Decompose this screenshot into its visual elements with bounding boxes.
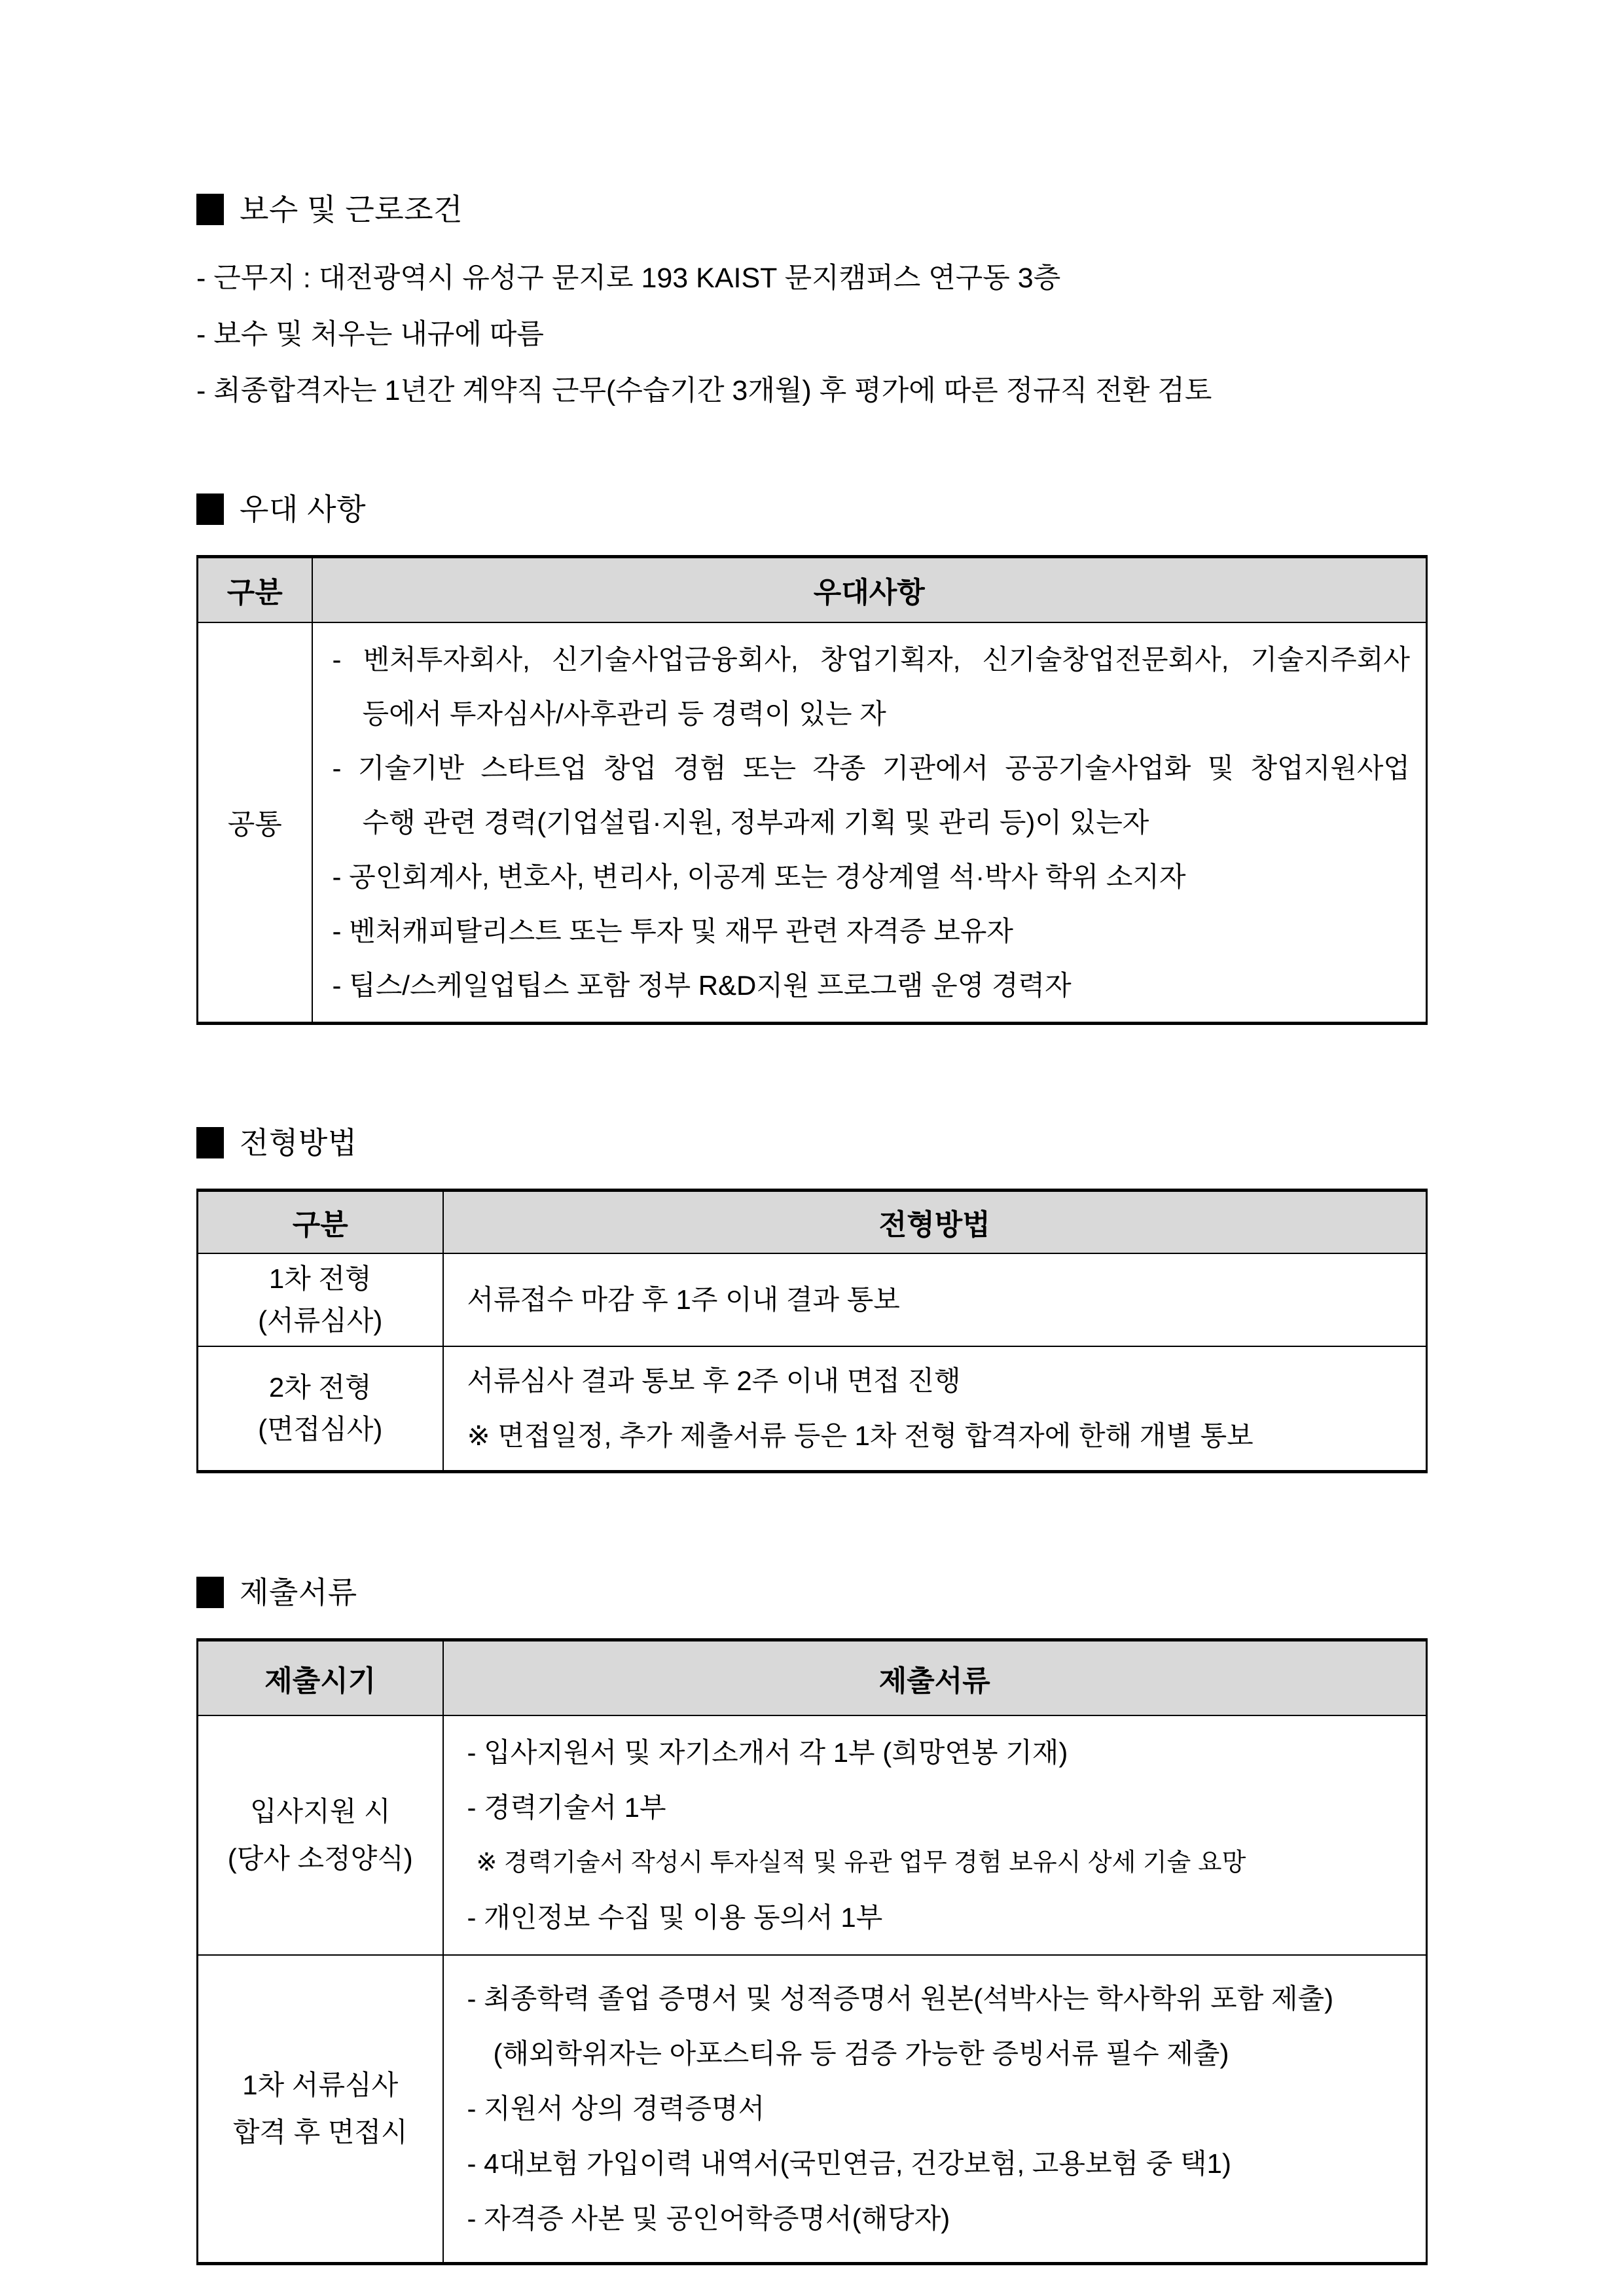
document-item-continuation-line: (해외학위자는 아포스티유 등 검증 가능한 증빙서류 필수 제출) bbox=[493, 2037, 1229, 2069]
header-cell-preference: 우대사항 bbox=[312, 557, 1427, 622]
section-title-documents bbox=[196, 1573, 1428, 1612]
header-cell-method: 전형방법 bbox=[443, 1190, 1427, 1253]
document-item-line: - 최종학력 졸업 증명서 및 성적증명서 원본(석박사는 학사학위 포함 제출) bbox=[467, 1982, 1334, 2014]
header-cell-category: 구분 bbox=[198, 1190, 443, 1253]
section-title-preference bbox=[196, 490, 1428, 529]
row-label-line: (서류심사) bbox=[258, 1305, 383, 1336]
preference-item-line: - 팁스/스케일업팁스 포함 정부 R&D지원 프로그램 운영 경력자 bbox=[332, 969, 1072, 1001]
preference-item-line: - 기술기반 스타트업 창업 경험 또는 각종 기관에서 공공기술사업화 및 창업지원사업 bbox=[332, 752, 1410, 783]
document-item-line: - 입사지원서 및 자기소개서 각 1부 (희망연봉 기재) bbox=[467, 1736, 1068, 1768]
row-label-line: (면접심사) bbox=[258, 1414, 383, 1444]
table-row bbox=[198, 1253, 1427, 1346]
header-cell-timing: 제출시기 bbox=[198, 1640, 443, 1715]
row-label-line: 2차 전형 bbox=[268, 1372, 372, 1403]
table-header-row bbox=[198, 1190, 1427, 1253]
table-header-row bbox=[198, 557, 1427, 622]
selection-detail-line: 서류심사 결과 통보 후 2주 이내 면접 진행 bbox=[467, 1365, 961, 1396]
selection-detail-cell bbox=[443, 1253, 1427, 1346]
header-cell-category: 구분 bbox=[198, 557, 312, 622]
preference-item-line: - 공인회계사, 변호사, 변리사, 이공계 또는 경상계열 석·박사 학위 소지자 bbox=[332, 861, 1186, 892]
black-square-bullet-icon bbox=[196, 194, 224, 225]
bullet-line: - 근무지 : 대전광역시 유성구 문지로 193 KAIST 문지캠퍼스 연구동 3층 bbox=[196, 262, 1061, 294]
document-item-line: - 자격증 사본 및 공인어학증명서(해당자) bbox=[467, 2202, 950, 2234]
row-label-common: 공통 bbox=[198, 622, 312, 1024]
table-header-row bbox=[198, 1640, 1427, 1715]
section-title-compensation bbox=[196, 190, 1428, 229]
bullet-line: - 보수 및 처우는 내규에 따름 bbox=[196, 319, 544, 350]
preference-items-cell bbox=[312, 622, 1427, 1024]
section-title-text: 보수 및 근로조건 bbox=[240, 192, 463, 226]
black-square-bullet-icon bbox=[196, 1577, 224, 1608]
row-label-second-round bbox=[198, 1346, 443, 1472]
document-note-line: ※ 경력기술서 작성시 투자실적 및 유관 업무 경험 보유시 상세 기술 요망 bbox=[476, 1848, 1246, 1876]
row-label-after-first-pass bbox=[198, 1955, 443, 2264]
table-row bbox=[198, 1955, 1427, 2264]
row-label-line: 1차 서류심사 bbox=[242, 2069, 399, 2100]
row-label-line: 합격 후 면접시 bbox=[232, 2116, 408, 2147]
document-item-line: - 경력기술서 1부 bbox=[467, 1791, 666, 1823]
header-cell-documents: 제출서류 bbox=[443, 1640, 1427, 1715]
black-square-bullet-icon bbox=[196, 493, 224, 525]
selection-detail-line: ※ 면접일정, 추가 제출서류 등은 1차 전형 합격자에 한해 개별 통보 bbox=[467, 1420, 1254, 1451]
documents-table bbox=[196, 1638, 1428, 2265]
preference-item-line: - 벤처투자회사, 신기술사업금융회사, 창업기획자, 신기술창업전문회사, 기술지주회사 bbox=[332, 643, 1410, 675]
selection-detail-line: 서류접수 마감 후 1주 이내 결과 통보 bbox=[467, 1284, 900, 1315]
row-label-line: (당사 소정양식) bbox=[227, 1842, 413, 1874]
documents-list-cell bbox=[443, 1715, 1427, 1955]
section-title-text: 전형방법 bbox=[240, 1125, 357, 1160]
preference-table bbox=[196, 555, 1428, 1025]
row-label-on-application bbox=[198, 1715, 443, 1955]
document-item-line: - 개인정보 수집 및 이용 동의서 1부 bbox=[467, 1901, 883, 1933]
section-title-text: 우대 사항 bbox=[240, 492, 367, 526]
preference-item-line: 수행 관련 경력(기업설립·지원, 정부과제 기획 및 관리 등)이 있는자 bbox=[362, 806, 1149, 838]
row-label-first-round bbox=[198, 1253, 443, 1346]
document-item-line: - 지원서 상의 경력증명서 bbox=[467, 2092, 765, 2124]
preference-item-line: - 벤처캐피탈리스트 또는 투자 및 재무 관련 자격증 보유자 bbox=[332, 915, 1013, 946]
section-title-text: 제출서류 bbox=[240, 1575, 357, 1609]
compensation-bullet-list bbox=[196, 250, 1428, 419]
table-row bbox=[198, 1346, 1427, 1472]
selection-detail-cell bbox=[443, 1346, 1427, 1472]
selection-method-table bbox=[196, 1189, 1428, 1474]
section-title-selection bbox=[196, 1123, 1428, 1162]
documents-list-cell bbox=[443, 1955, 1427, 2264]
black-square-bullet-icon bbox=[196, 1127, 224, 1158]
table-row bbox=[198, 1715, 1427, 1955]
document-item-line: - 4대보험 가입이력 내역서(국민연금, 건강보험, 고용보험 중 택1) bbox=[467, 2147, 1231, 2179]
bullet-line: - 최종합격자는 1년간 계약직 근무(수습기간 3개월) 후 평가에 따른 정규직 전환 검토 bbox=[196, 375, 1212, 406]
row-label-line: 입사지원 시 bbox=[249, 1795, 391, 1827]
table-row bbox=[198, 622, 1427, 1024]
preference-item-line: 등에서 투자심사/사후관리 등 경력이 있는 자 bbox=[362, 698, 886, 729]
row-label-line: 1차 전형 bbox=[268, 1263, 372, 1294]
